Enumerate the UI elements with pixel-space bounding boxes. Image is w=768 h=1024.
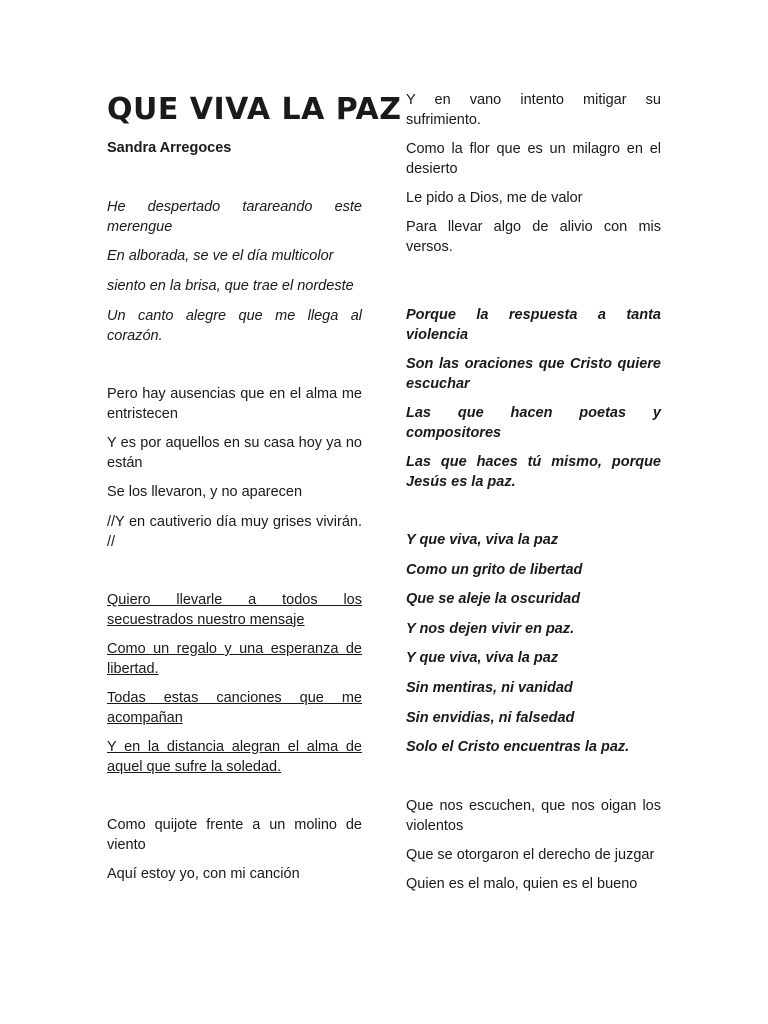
chorus-line: Como un grito de libertad [406, 562, 583, 578]
verse-line: Que nos escuchen, que nos oigan los violentos [406, 798, 661, 834]
verse-line: He despertado tarareando este merengue [107, 199, 362, 235]
chorus-line: Que se aleje la oscuridad [406, 591, 581, 607]
verse-line: Quiero llevarle a todos los secuestrados nuestro mensaje [107, 592, 362, 628]
verse-line: Las que hacen poetas y compositores [406, 405, 661, 441]
verse-line: Son las oraciones que Cristo quiere escuchar [406, 356, 661, 392]
verse-line: Para llevar algo de alivio con mis versos. [406, 219, 661, 255]
verse-line: siento en la brisa, que trae el nordeste [107, 278, 354, 294]
verse-line: //Y en cautiverio día muy grises vivirán. // [107, 514, 362, 550]
verse-line: Se los llevaron, y no aparecen [107, 484, 303, 500]
verse-line: Porque la respuesta a tanta violencia [406, 307, 661, 343]
chorus-line: Sin mentiras, ni vanidad [406, 680, 573, 696]
verse-line: Un canto alegre que me llega al corazón. [107, 308, 362, 344]
chorus-line: Y nos dejen vivir en paz. [406, 621, 575, 637]
chorus-line: Solo el Cristo encuentras la paz. [406, 739, 630, 755]
verse-line: Como la flor que es un milagro en el desierto [406, 141, 661, 177]
verse-line: Quien es el malo, quien es el bueno [406, 876, 638, 892]
verse-line: Que se otorgaron el derecho de juzgar [406, 847, 655, 863]
author-name: Sandra Arregoces [107, 140, 232, 156]
verse-line: Todas estas canciones que me acompañan [107, 690, 362, 726]
verse-line: Y en vano intento mitigar su sufrimiento. [406, 92, 661, 128]
verse-line: Como un regalo y una esperanza de libertad. [107, 641, 362, 677]
verse-line: Y es por aquellos en su casa hoy ya no están [107, 435, 362, 471]
verse-line: Y en la distancia alegran el alma de aquel que sufre la soledad. [107, 739, 362, 775]
verse-line: Aquí estoy yo, con mi canción [107, 866, 300, 882]
chorus-line: Y que viva, viva la paz [406, 532, 559, 548]
verse-line: Le pido a Dios, me de valor [406, 190, 583, 206]
chorus-line: Y que viva, viva la paz [406, 650, 559, 666]
chorus-line: Sin envidias, ni falsedad [406, 710, 575, 726]
verse-line: Como quijote frente a un molino de viento [107, 817, 362, 853]
verse-line: Las que haces tú mismo, porque Jesús es la paz. [406, 454, 661, 490]
verse-line: Pero hay ausencias que en el alma me entristecen [107, 386, 362, 422]
page-title: QUE VIVA LA PAZ [107, 92, 402, 127]
verse-line: En alborada, se ve el día multicolor [107, 248, 334, 264]
